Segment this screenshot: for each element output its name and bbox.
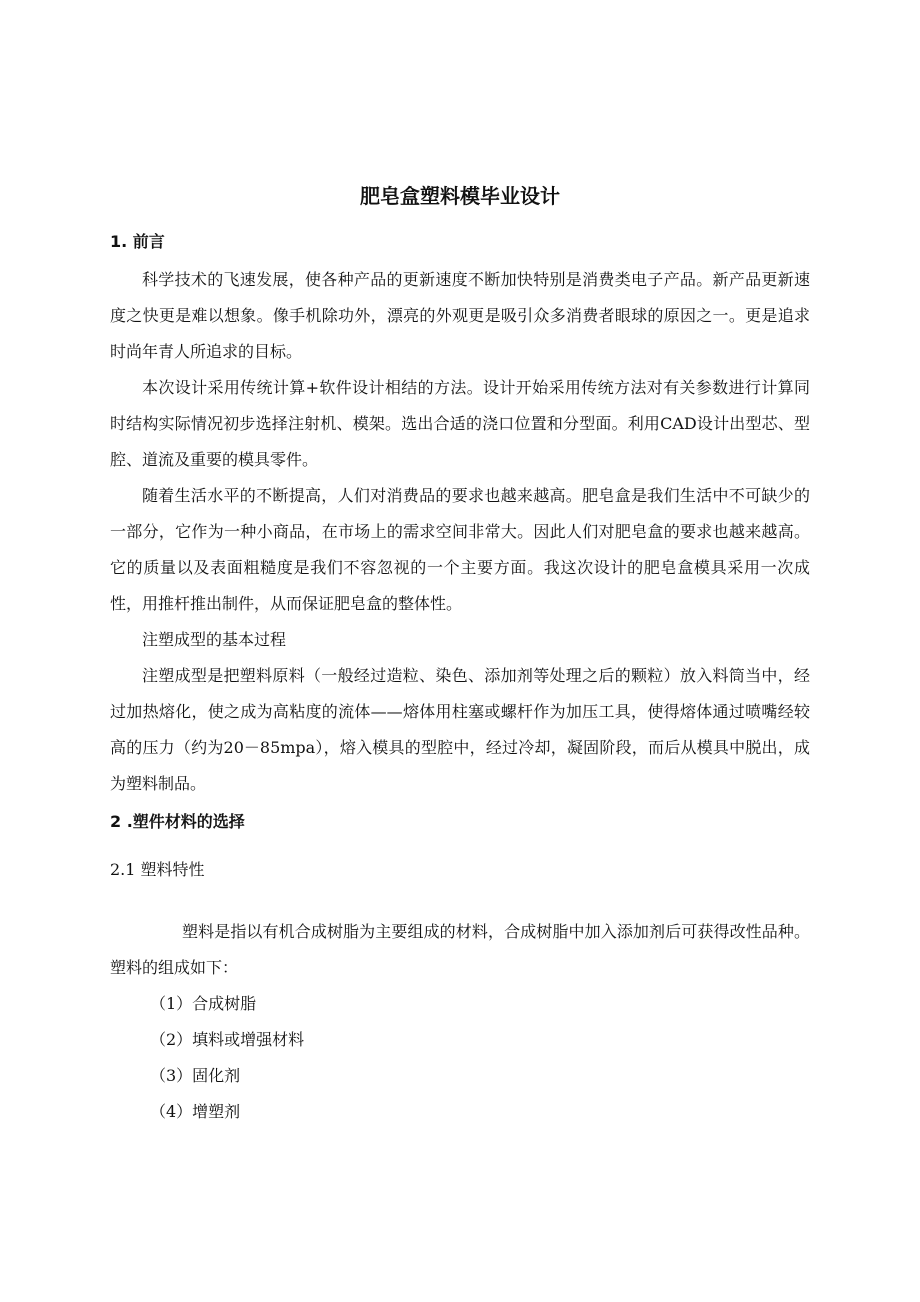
- list-item: （4）增塑剂: [150, 1102, 241, 1121]
- list-item: （2）填料或增强材料: [150, 1030, 305, 1049]
- section-1-heading: 1. 前言: [110, 232, 165, 251]
- section-2-heading: 2 .塑件材料的选择: [110, 812, 245, 831]
- injection-process-paragraph: 注塑成型是把塑料原料（一般经过造粒、染色、添加剂等处理之后的颗粒）放入料筒当中，经过加热熔化，使之成为高粘度的流体——熔体用柱塞或螺杆作为加压工具，使得熔体通过喷嘴经较高的压力（约为20－85mpa），熔入模具的型腔中，经过冷却，凝固阶段，而后从模具中脱出，成为塑料制品。: [110, 666, 810, 793]
- list-item: （3）固化剂: [150, 1066, 241, 1085]
- intro-paragraph-3: 随着生活水平的不断提高，人们对消费品的要求也越来越高。肥皂盒是我们生活中不可缺少的一部分，它作为一种小商品，在市场上的需求空间非常大。因此人们对肥皂盒的要求也越来越高。它的质量以及表面粗糙度是我们不容忽视的一个主要方面。我这次设计的肥皂盒模具采用一次成性，用推杆推出制件，从而保证肥皂盒的整体性。: [110, 486, 810, 613]
- injection-process-subtitle: 注塑成型的基本过程: [142, 630, 287, 649]
- document-title: 肥皂盒塑料模毕业设计: [360, 184, 560, 208]
- section-2-1-heading: 2.1 塑料特性: [110, 860, 205, 879]
- intro-paragraph-2: 本次设计采用传统计算+软件设计相结的方法。设计开始采用传统方法对有关参数进行计算同时结构实际情况初步选择注射机、模架。选出合适的浇口位置和分型面。利用CAD设计出型芯、型腔、道流及重要的模具零件。: [110, 378, 810, 469]
- document-body: [110, 226, 810, 1130]
- plastics-composition-list: [110, 986, 810, 1130]
- list-item: （1）合成树脂: [150, 994, 257, 1013]
- intro-paragraph-1: 科学技术的飞速发展，使各种产品的更新速度不断加快特别是消费类电子产品。新产品更新速度之快更是难以想象。像手机除功外，漂亮的外观更是吸引众多消费者眼球的原因之一。更是追求时尚年青人所追求的目标。: [110, 270, 810, 361]
- plastics-paragraph: 塑料是指以有机合成树脂为主要组成的材料，合成树脂中加入添加剂后可获得改性品种。塑料的组成如下：: [110, 922, 810, 977]
